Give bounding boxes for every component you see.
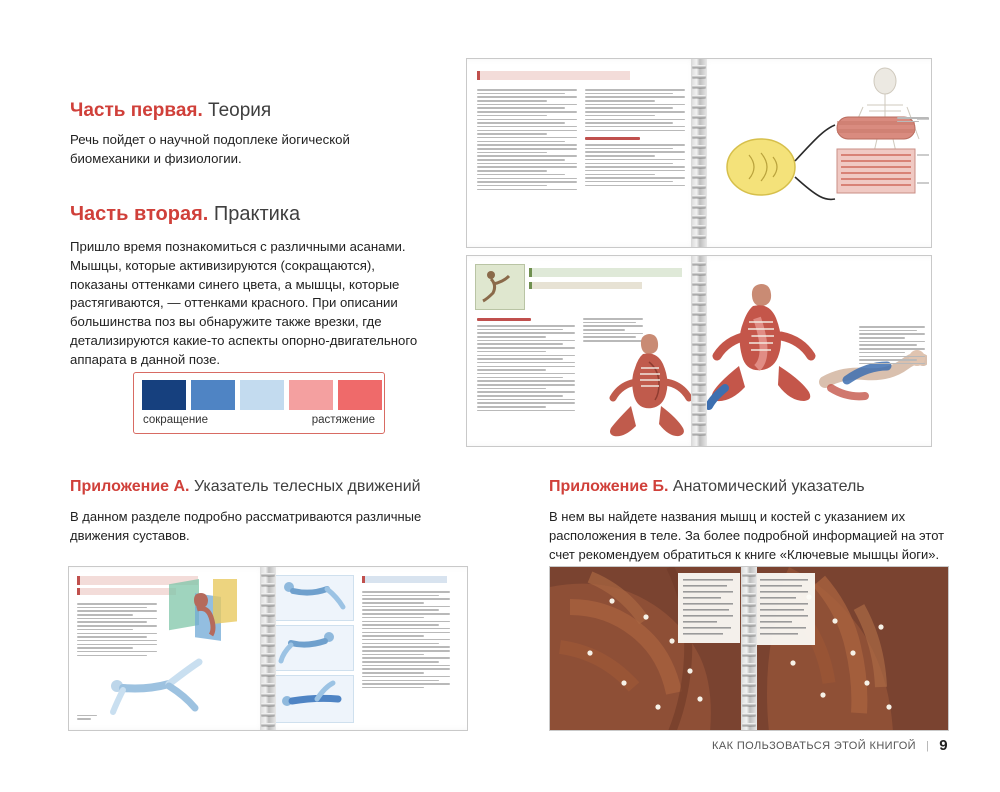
pose-panel-2-figure (277, 627, 349, 667)
figure-3-right-text (362, 591, 450, 691)
part-one-heading-strong: Часть первая. (70, 100, 203, 121)
figure-2-subtitle-bar (529, 282, 642, 289)
book-spread (467, 256, 931, 446)
appendix-a-block (70, 478, 470, 546)
appendix-b-block (549, 478, 949, 565)
appendix-a-body: В данном разделе подробно рассматриваются различные движения суставов. (70, 509, 422, 543)
appendix-a-heading-rest: Указатель телесных движений (189, 478, 421, 495)
figure-practice-spread (466, 255, 932, 447)
figure-1-title-bar (477, 71, 630, 80)
appendix-a-heading-strong: Приложение А. (70, 478, 190, 495)
golgi-organ-blob (727, 139, 795, 195)
muscle-anatomy-photo-left (550, 567, 749, 730)
figure-appendix-a-spread (68, 566, 468, 731)
muscle-bundle-illustration (795, 117, 915, 199)
spread-left-page (550, 567, 749, 730)
spiral-binding (741, 567, 757, 730)
book-spread (467, 59, 931, 247)
book-spread (550, 567, 948, 730)
pose-panel-3-figure (277, 677, 349, 719)
appendix-b-heading-rest: Анатомический указатель (668, 478, 865, 495)
muscle-anatomy-photo-right (749, 567, 948, 730)
running-head: КАК ПОЛЬЗОВАТЬСЯ ЭТОЙ КНИГОЙ (712, 739, 916, 752)
page-number: 9 (939, 737, 948, 754)
pose-figure-standing-split (101, 652, 211, 722)
legend-swatch-3 (240, 380, 284, 410)
part-two-heading-rest: Практика (208, 203, 301, 226)
figure-1-text-col-2 (585, 89, 685, 188)
spiral-binding (260, 567, 276, 730)
appendix-b-heading-strong: Приложение Б. (549, 478, 669, 495)
spread-right-page (699, 256, 931, 446)
part-one-heading-rest: Теория (202, 100, 272, 121)
section-part-one (70, 100, 420, 168)
figure-2-right-text-col (859, 326, 925, 367)
pose-thumbnail-figure (477, 266, 521, 306)
spread-right-page (268, 567, 467, 730)
appendix-a-heading (70, 478, 470, 496)
figure-2-text-col-1 (477, 318, 575, 414)
skeleton-illustration (699, 59, 931, 247)
legend-labels (143, 414, 375, 426)
spread-left-page (69, 567, 268, 730)
figure-1-text-col-1 (477, 89, 577, 192)
anatomical-planes-diagram (165, 579, 243, 649)
legend-label-contraction: сокращение (143, 414, 208, 426)
legend-label-stretch: растяжение (311, 414, 375, 426)
section-part-two (70, 202, 420, 369)
figure-1-right-callouts (897, 117, 929, 124)
footer-divider: | (925, 739, 930, 752)
legend-swatch-1 (142, 380, 186, 410)
spiral-binding (691, 59, 707, 247)
appendix-b-body: В нем вы найдете названия мышц и костей с указанием их расположения в теле. За более подробной информацией на этот счет рекомендуем обратиться к книге «Ключевые мышцы йоги». (549, 509, 945, 562)
left-text-column (70, 100, 420, 369)
part-two-body: Пришло время познакомиться с различными асанами. Мышцы, которые активизируются (сокращаются), показаны оттенками синего цвета, а мышцы, которые растягиваются, — оттенками красного. При описании большинства поз вы обнаружите также врезки, где детализируются какие-то аспекты опорно-двигательного аппарата в данной позе. (70, 239, 418, 367)
book-spread (69, 567, 467, 730)
legend-swatch-4 (289, 380, 333, 410)
spread-left-page (467, 59, 699, 247)
part-one-body: Речь пойдет о научной подоплеке йогической биомеханики и физиологии. (70, 131, 350, 166)
figure-3-text-col-2 (77, 715, 97, 722)
figure-3-right-title-bar (362, 576, 447, 583)
figure-2-title-bar (529, 268, 682, 277)
legend-swatch-2 (191, 380, 235, 410)
spiral-binding (691, 256, 707, 446)
anatomy-figure-seated (603, 322, 693, 442)
spread-right-page (749, 567, 948, 730)
color-legend (133, 372, 385, 434)
legend-swatch-5 (338, 380, 382, 410)
part-one-heading (70, 100, 420, 123)
part-two-heading (70, 202, 420, 226)
legend-swatches (142, 380, 382, 410)
spread-left-page (467, 256, 699, 446)
figure-theory-spread (466, 58, 932, 248)
figure-3-subtitle-bar (77, 588, 176, 595)
page-footer (712, 737, 948, 754)
spread-right-page (699, 59, 931, 247)
figure-3-text-col-1 (77, 603, 157, 658)
pose-panel-1-figure (277, 577, 349, 617)
appendix-b-heading (549, 478, 949, 496)
figure-appendix-b-spread (549, 566, 949, 731)
part-two-heading-strong: Часть вторая. (70, 203, 209, 226)
